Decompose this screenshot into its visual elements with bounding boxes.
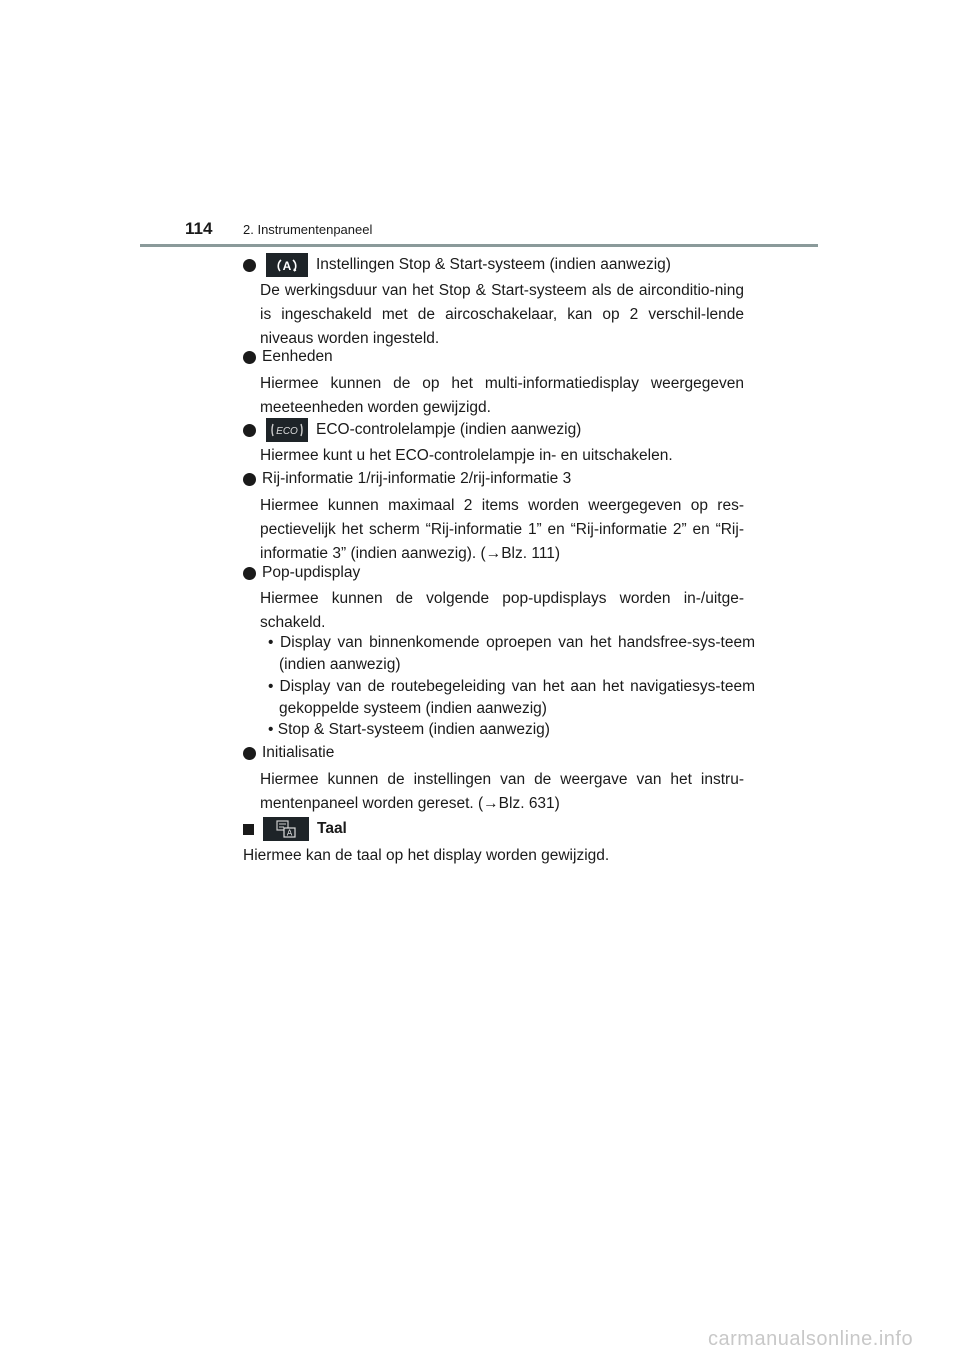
language-icon xyxy=(263,817,309,841)
bullet-dot xyxy=(243,747,256,760)
svg-text:A: A xyxy=(286,828,293,838)
item-title: ECO-controlelampje (indien aanwezig) xyxy=(316,421,582,438)
list-item-initialisatie xyxy=(243,741,334,765)
section-title: Taal xyxy=(317,820,347,837)
bullet-dot xyxy=(243,473,256,486)
eco-icon xyxy=(266,418,308,442)
list-item-rij-informatie xyxy=(243,467,571,491)
item-title: Rij-informatie 1/rij-informatie 2/rij-informatie 3 xyxy=(262,470,572,487)
sub-list-item: • Stop & Start-systeem (indien aanwezig) xyxy=(268,721,550,738)
sub-list-item: • Display van binnenkomende oproepen van het handsfree-sys-teem (indien aanwezig) xyxy=(268,634,755,673)
stop-start-icon xyxy=(266,253,308,277)
watermark: carmanualsonline.info xyxy=(708,1328,914,1350)
header-rule xyxy=(140,244,818,247)
eco-icon-label: ECO xyxy=(276,426,298,437)
sub-list-item: • Display van de routebegeleiding van het aan het navigatiesys-teem gekoppelde systeem (indien aanwezig) xyxy=(268,678,755,717)
item-title: Initialisatie xyxy=(262,744,335,761)
item-title: Instellingen Stop & Start-systeem (indien aanwezig) xyxy=(316,256,671,273)
item-description: Hiermee kunt u het ECO-controlelampje in- en uitschakelen. xyxy=(260,447,673,464)
section-square-bullet xyxy=(243,824,254,835)
bullet-dot xyxy=(243,259,256,272)
page-number: 114 xyxy=(185,219,213,238)
item-description: Hiermee kunnen de op het multi-informatiedisplay weergegeven meeteenheden worden gewijzigd. xyxy=(260,375,744,416)
bullet-dot xyxy=(243,351,256,364)
list-item-eco xyxy=(243,418,581,442)
item-description: Hiermee kunnen de instellingen van de weergave van het instru-mentenpaneel worden gereset. (→Blz. 631) xyxy=(260,771,744,812)
page-header xyxy=(185,218,818,246)
item-title: Eenheden xyxy=(262,348,333,365)
section-taal xyxy=(243,817,347,841)
bullet-dot xyxy=(243,567,256,580)
svg-text:A: A xyxy=(282,259,292,273)
item-title: Pop-updisplay xyxy=(262,564,361,581)
section-description: Hiermee kan de taal op het display worden gewijzigd. xyxy=(243,847,610,864)
list-item-pop-updisplay xyxy=(243,561,360,585)
list-item-stop-start xyxy=(243,253,671,277)
item-description: Hiermee kunnen de volgende pop-updisplays worden in-/uitge-schakeld. xyxy=(260,590,744,631)
item-description: De werkingsduur van het Stop & Start-systeem als de airconditio-ning is ingeschakeld met de aircoschakelaar, kan op 2 verschil-lende niveaus worden ingesteld. xyxy=(260,282,744,347)
bullet-dot xyxy=(243,424,256,437)
chapter-title: 2. Instrumentenpaneel xyxy=(243,222,373,237)
item-description: Hiermee kunnen maximaal 2 items worden weergegeven op res-pectievelijk het scherm “Rij-informatie 1” en “Rij-informatie 2” en “Rij-informatie 3” (indien aanwezig). (→Blz. 111) xyxy=(260,497,744,562)
list-item-eenheden xyxy=(243,345,333,369)
